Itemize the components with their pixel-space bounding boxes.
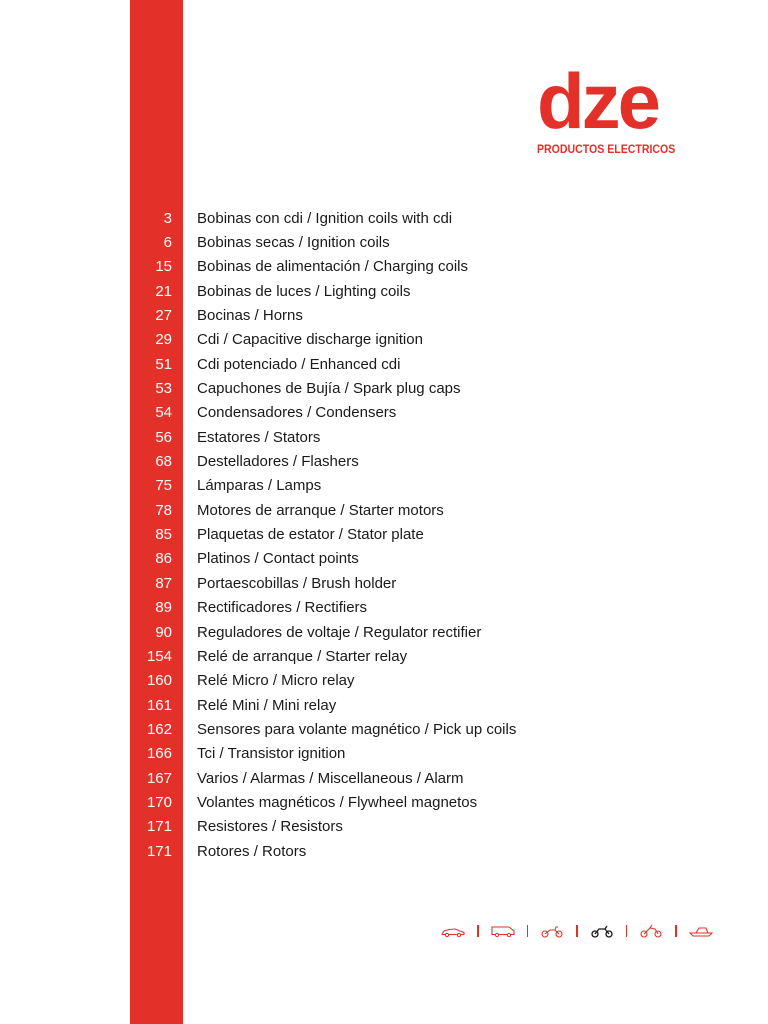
- scooter-icon: [539, 924, 565, 938]
- toc-entry: [130, 790, 730, 814]
- toc-page-number: 161: [146, 696, 172, 714]
- toc-entry-label: Relé Micro / Micro relay: [197, 672, 355, 690]
- toc-entry-label: Resistores / Resistors: [197, 818, 343, 836]
- toc-entry: [130, 401, 730, 425]
- toc-page-number: 154: [146, 647, 172, 665]
- toc-entry: [130, 644, 730, 668]
- toc-entry: [130, 669, 730, 693]
- toc-entry: [130, 498, 730, 522]
- toc-entry-label: Bobinas de luces / Lighting coils: [197, 282, 411, 300]
- toc-page-number: 89: [155, 599, 172, 617]
- toc-page-number: 160: [146, 672, 172, 690]
- toc-page-number: 3: [163, 209, 172, 227]
- toc-entry-label: Bobinas secas / Ignition coils: [197, 234, 390, 252]
- table-of-contents: [130, 206, 730, 863]
- toc-entry-label: Plaquetas de estator / Stator plate: [197, 526, 424, 544]
- icon-separator: [527, 925, 529, 937]
- toc-page-number: 29: [155, 331, 172, 349]
- toc-entry-label: Volantes magnéticos / Flywheel magnetos: [197, 793, 478, 811]
- icon-separator: [675, 925, 677, 937]
- toc-entry: [130, 279, 730, 303]
- icon-separator: [576, 925, 578, 937]
- toc-page-number: 85: [155, 526, 172, 544]
- toc-page-number: 167: [146, 769, 172, 787]
- toc-page-number: 56: [155, 428, 172, 446]
- toc-entry-label: Lámparas / Lamps: [197, 477, 322, 495]
- toc-entry-label: Relé Mini / Mini relay: [197, 696, 337, 714]
- toc-entry: [130, 547, 730, 571]
- toc-entry-label: Motores de arranque / Starter motors: [197, 501, 444, 519]
- toc-page-number: 171: [146, 842, 172, 860]
- dirt-bike-icon: [638, 924, 664, 938]
- toc-page-number: 86: [155, 550, 172, 568]
- toc-entry-label: Reguladores de voltaje / Regulator rectifier: [197, 623, 482, 641]
- logo-tagline: PRODUCTOS ELECTRICOS: [537, 142, 676, 156]
- toc-entry-label: Cdi potenciado / Enhanced cdi: [197, 355, 401, 373]
- toc-entry: [130, 693, 730, 717]
- toc-entry: [130, 255, 730, 279]
- toc-entry: [130, 596, 730, 620]
- toc-page-number: 171: [146, 818, 172, 836]
- toc-entry: [130, 620, 730, 644]
- toc-page-number: 162: [146, 720, 172, 738]
- toc-entry: [130, 425, 730, 449]
- toc-entry-label: Rectificadores / Rectifiers: [197, 599, 368, 617]
- toc-entry: [130, 571, 730, 595]
- toc-entry-label: Destelladores / Flashers: [197, 453, 359, 471]
- toc-entry-label: Varios / Alarmas / Miscellaneous / Alarm: [197, 769, 464, 787]
- toc-page-number: 53: [155, 380, 172, 398]
- toc-page-number: 78: [155, 501, 172, 519]
- van-icon: [490, 924, 516, 938]
- toc-entry-label: Condensadores / Condensers: [197, 404, 397, 422]
- toc-page-number: 51: [155, 355, 172, 373]
- toc-entry: [130, 815, 730, 839]
- toc-entry-label: Platinos / Contact points: [197, 550, 359, 568]
- toc-entry: [130, 839, 730, 863]
- toc-entry: [130, 766, 730, 790]
- toc-page-number: 27: [155, 307, 172, 325]
- toc-entry: [130, 376, 730, 400]
- toc-page-number: 166: [146, 745, 172, 763]
- toc-page-number: 90: [155, 623, 172, 641]
- toc-entry: [130, 303, 730, 327]
- toc-entry: [130, 328, 730, 352]
- toc-entry-label: Sensores para volante magnético / Pick up coils: [197, 720, 517, 738]
- toc-entry-label: Estatores / Stators: [197, 428, 321, 446]
- toc-page-number: 170: [146, 793, 172, 811]
- toc-entry-label: Capuchones de Bujía / Spark plug caps: [197, 380, 461, 398]
- toc-entry-label: Bocinas / Horns: [197, 307, 303, 325]
- toc-entry-label: Tci / Transistor ignition: [197, 745, 346, 763]
- toc-entry-label: Bobinas con cdi / Ignition coils with cdi: [197, 209, 453, 227]
- vehicle-icons: [440, 922, 714, 940]
- toc-entry: [130, 474, 730, 498]
- motorcycle-icon: [589, 924, 615, 938]
- logo-wordmark: dze: [537, 57, 659, 145]
- car-icon: [440, 924, 466, 938]
- toc-entry: [130, 352, 730, 376]
- toc-page-number: 54: [155, 404, 172, 422]
- toc-page-number: 6: [163, 234, 172, 252]
- toc-page-number: 75: [155, 477, 172, 495]
- toc-page-number: 21: [155, 282, 172, 300]
- toc-entry: [130, 717, 730, 741]
- toc-entry: [130, 742, 730, 766]
- toc-entry: [130, 522, 730, 546]
- boat-icon: [688, 924, 714, 938]
- toc-entry-label: Bobinas de alimentación / Charging coils: [197, 258, 468, 276]
- toc-entry: [130, 230, 730, 254]
- toc-entry: [130, 449, 730, 473]
- icon-separator: [477, 925, 479, 937]
- icon-separator: [626, 925, 628, 937]
- toc-page-number: 87: [155, 574, 172, 592]
- toc-entry: [130, 206, 730, 230]
- toc-entry-label: Portaescobillas / Brush holder: [197, 574, 397, 592]
- toc-page-number: 68: [155, 453, 172, 471]
- toc-entry-label: Relé de arranque / Starter relay: [197, 647, 408, 665]
- toc-entry-label: Rotores / Rotors: [197, 842, 307, 860]
- toc-entry-label: Cdi / Capacitive discharge ignition: [197, 331, 423, 349]
- brand-logo: [537, 57, 697, 156]
- toc-page-number: 15: [155, 258, 172, 276]
